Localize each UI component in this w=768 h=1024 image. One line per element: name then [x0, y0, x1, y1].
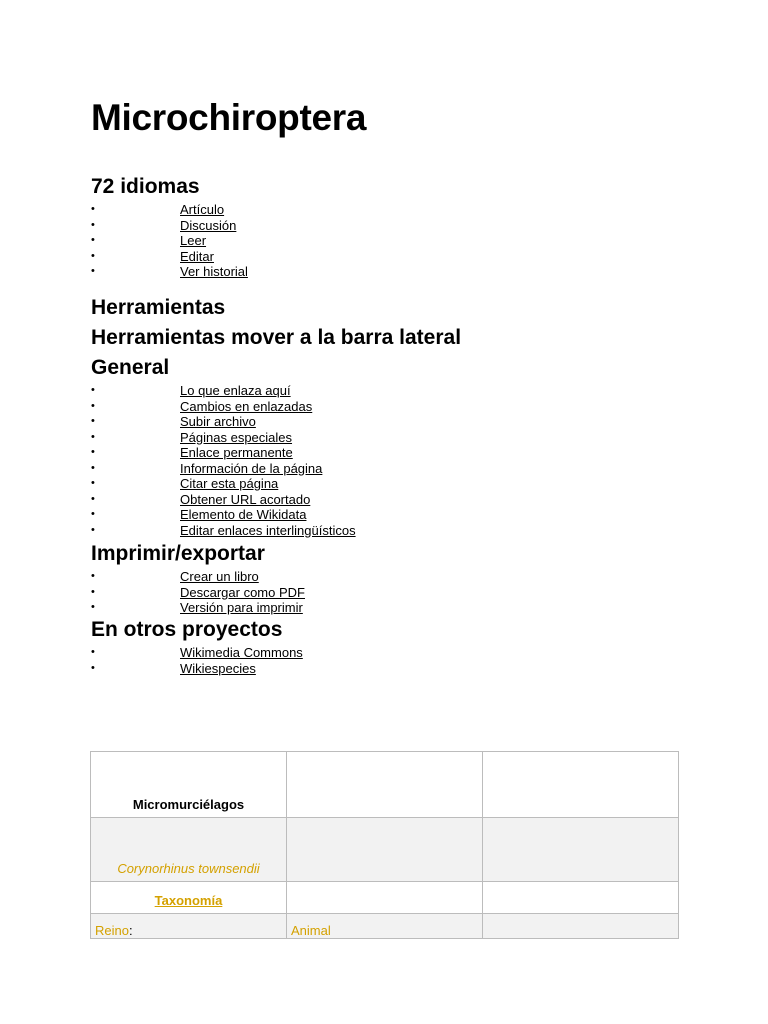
list-item: [91, 492, 691, 508]
list-item: [91, 645, 691, 661]
image-caption-link[interactable]: Corynorhinus townsendii: [117, 861, 260, 876]
list-item: [91, 202, 691, 218]
taxobox-title-row: [91, 752, 679, 818]
tools-heading: Herramientas: [91, 296, 226, 319]
tool-link-permanent-link[interactable]: Enlace permanente: [180, 445, 293, 460]
bullet: •: [91, 477, 95, 489]
print-section: [91, 539, 691, 616]
bullet: •: [91, 508, 95, 520]
tool-link-short-url[interactable]: Obtener URL acortado: [180, 491, 311, 507]
print-link-printable-version[interactable]: Versión para imprimir: [180, 600, 303, 615]
tool-link-wikidata-item[interactable]: Elemento de Wikidata: [180, 507, 307, 522]
bullet: •: [91, 384, 95, 396]
bullet: •: [91, 585, 95, 598]
empty-cell: [287, 752, 483, 818]
bullet: •: [91, 234, 95, 246]
taxobox-image-cell: [91, 818, 287, 882]
taxobox-row-reino: [91, 914, 679, 939]
nav-link-editar[interactable]: Editar: [180, 248, 214, 264]
list-item: [91, 399, 691, 415]
bullet: •: [91, 265, 95, 277]
list-item: [91, 445, 691, 461]
bullet: •: [91, 446, 95, 458]
rank-link-reino[interactable]: Reino: [95, 923, 129, 938]
print-link-download-pdf[interactable]: Descargar como PDF: [180, 584, 305, 600]
list-item: [91, 264, 691, 280]
rank-separator: :: [128, 923, 133, 938]
rank-value-link-animal[interactable]: Animal: [291, 923, 331, 938]
projects-section: [91, 615, 691, 676]
taxobox-table: [90, 751, 679, 939]
taxobox-section-row: [91, 882, 679, 914]
list-item: [91, 218, 691, 234]
tool-link-edit-interlanguage[interactable]: Editar enlaces interlingüísticos: [180, 522, 356, 538]
tools-section: [91, 293, 691, 538]
bullet: •: [91, 415, 95, 427]
bullet: •: [91, 461, 95, 474]
project-link-commons[interactable]: Wikimedia Commons: [180, 645, 303, 660]
list-item: [91, 249, 691, 265]
bullet: •: [91, 492, 95, 505]
taxobox-image-row: [91, 818, 679, 882]
languages-heading[interactable]: 72 idiomas: [91, 175, 200, 198]
print-heading: Imprimir/exportar: [91, 542, 265, 565]
list-item: [91, 414, 691, 430]
nav-link-discusion[interactable]: Discusión: [180, 217, 237, 233]
tool-link-special-pages[interactable]: Páginas especiales: [180, 429, 293, 445]
page-title: Microchiroptera: [91, 97, 367, 138]
bullet: •: [91, 570, 95, 582]
tool-link-page-info[interactable]: Información de la página: [180, 460, 323, 476]
nav-link-articulo[interactable]: Artículo: [180, 202, 225, 217]
bullet: •: [91, 203, 95, 215]
nav-link-ver-historial[interactable]: Ver historial: [180, 264, 248, 279]
tool-link-related-changes[interactable]: Cambios en enlazadas: [180, 398, 313, 414]
empty-cell: [483, 914, 679, 939]
languages-section: [91, 172, 691, 280]
list-item: [91, 383, 691, 399]
bullet: •: [91, 646, 95, 658]
rank-value-cell: [287, 914, 483, 939]
print-link-create-book[interactable]: Crear un libro: [180, 569, 259, 584]
list-item: [91, 430, 691, 446]
tools-sidebar-heading[interactable]: Herramientas mover a la barra lateral: [91, 326, 462, 349]
projects-heading: En otros proyectos: [91, 618, 283, 641]
empty-cell: [287, 818, 483, 882]
list-item: [91, 507, 691, 523]
tool-link-upload-file[interactable]: Subir archivo: [180, 414, 256, 429]
general-heading: General: [91, 356, 170, 379]
list-item: [91, 523, 691, 539]
list-item: [91, 569, 691, 585]
taxobox-title: Micromurciélagos: [91, 752, 287, 818]
bullet: •: [91, 430, 95, 443]
empty-cell: [483, 818, 679, 882]
project-link-wikispecies[interactable]: Wikiespecies: [180, 660, 256, 676]
tool-link-what-links-here[interactable]: Lo que enlaza aquí: [180, 383, 291, 398]
tool-link-cite-page[interactable]: Citar esta página: [180, 476, 279, 491]
bullet: •: [91, 523, 95, 536]
nav-link-leer[interactable]: Leer: [180, 233, 207, 248]
projects-links-list: [91, 645, 691, 676]
list-item: [91, 476, 691, 492]
nav-links-list: [91, 202, 691, 280]
empty-cell: [483, 882, 679, 914]
print-links-list: [91, 569, 691, 616]
empty-cell: [287, 882, 483, 914]
list-item: [91, 661, 691, 677]
list-item: [91, 585, 691, 601]
list-item: [91, 461, 691, 477]
bullet: •: [91, 249, 95, 262]
bullet: •: [91, 601, 95, 613]
bullet: •: [91, 399, 95, 412]
taxonomy-link[interactable]: Taxonomía: [91, 882, 287, 914]
bullet: •: [91, 218, 95, 231]
list-item: [91, 600, 691, 616]
rank-label-cell: [91, 914, 287, 939]
general-links-list: [91, 383, 691, 538]
list-item: [91, 233, 691, 249]
empty-cell: [483, 752, 679, 818]
bullet: •: [91, 661, 95, 674]
